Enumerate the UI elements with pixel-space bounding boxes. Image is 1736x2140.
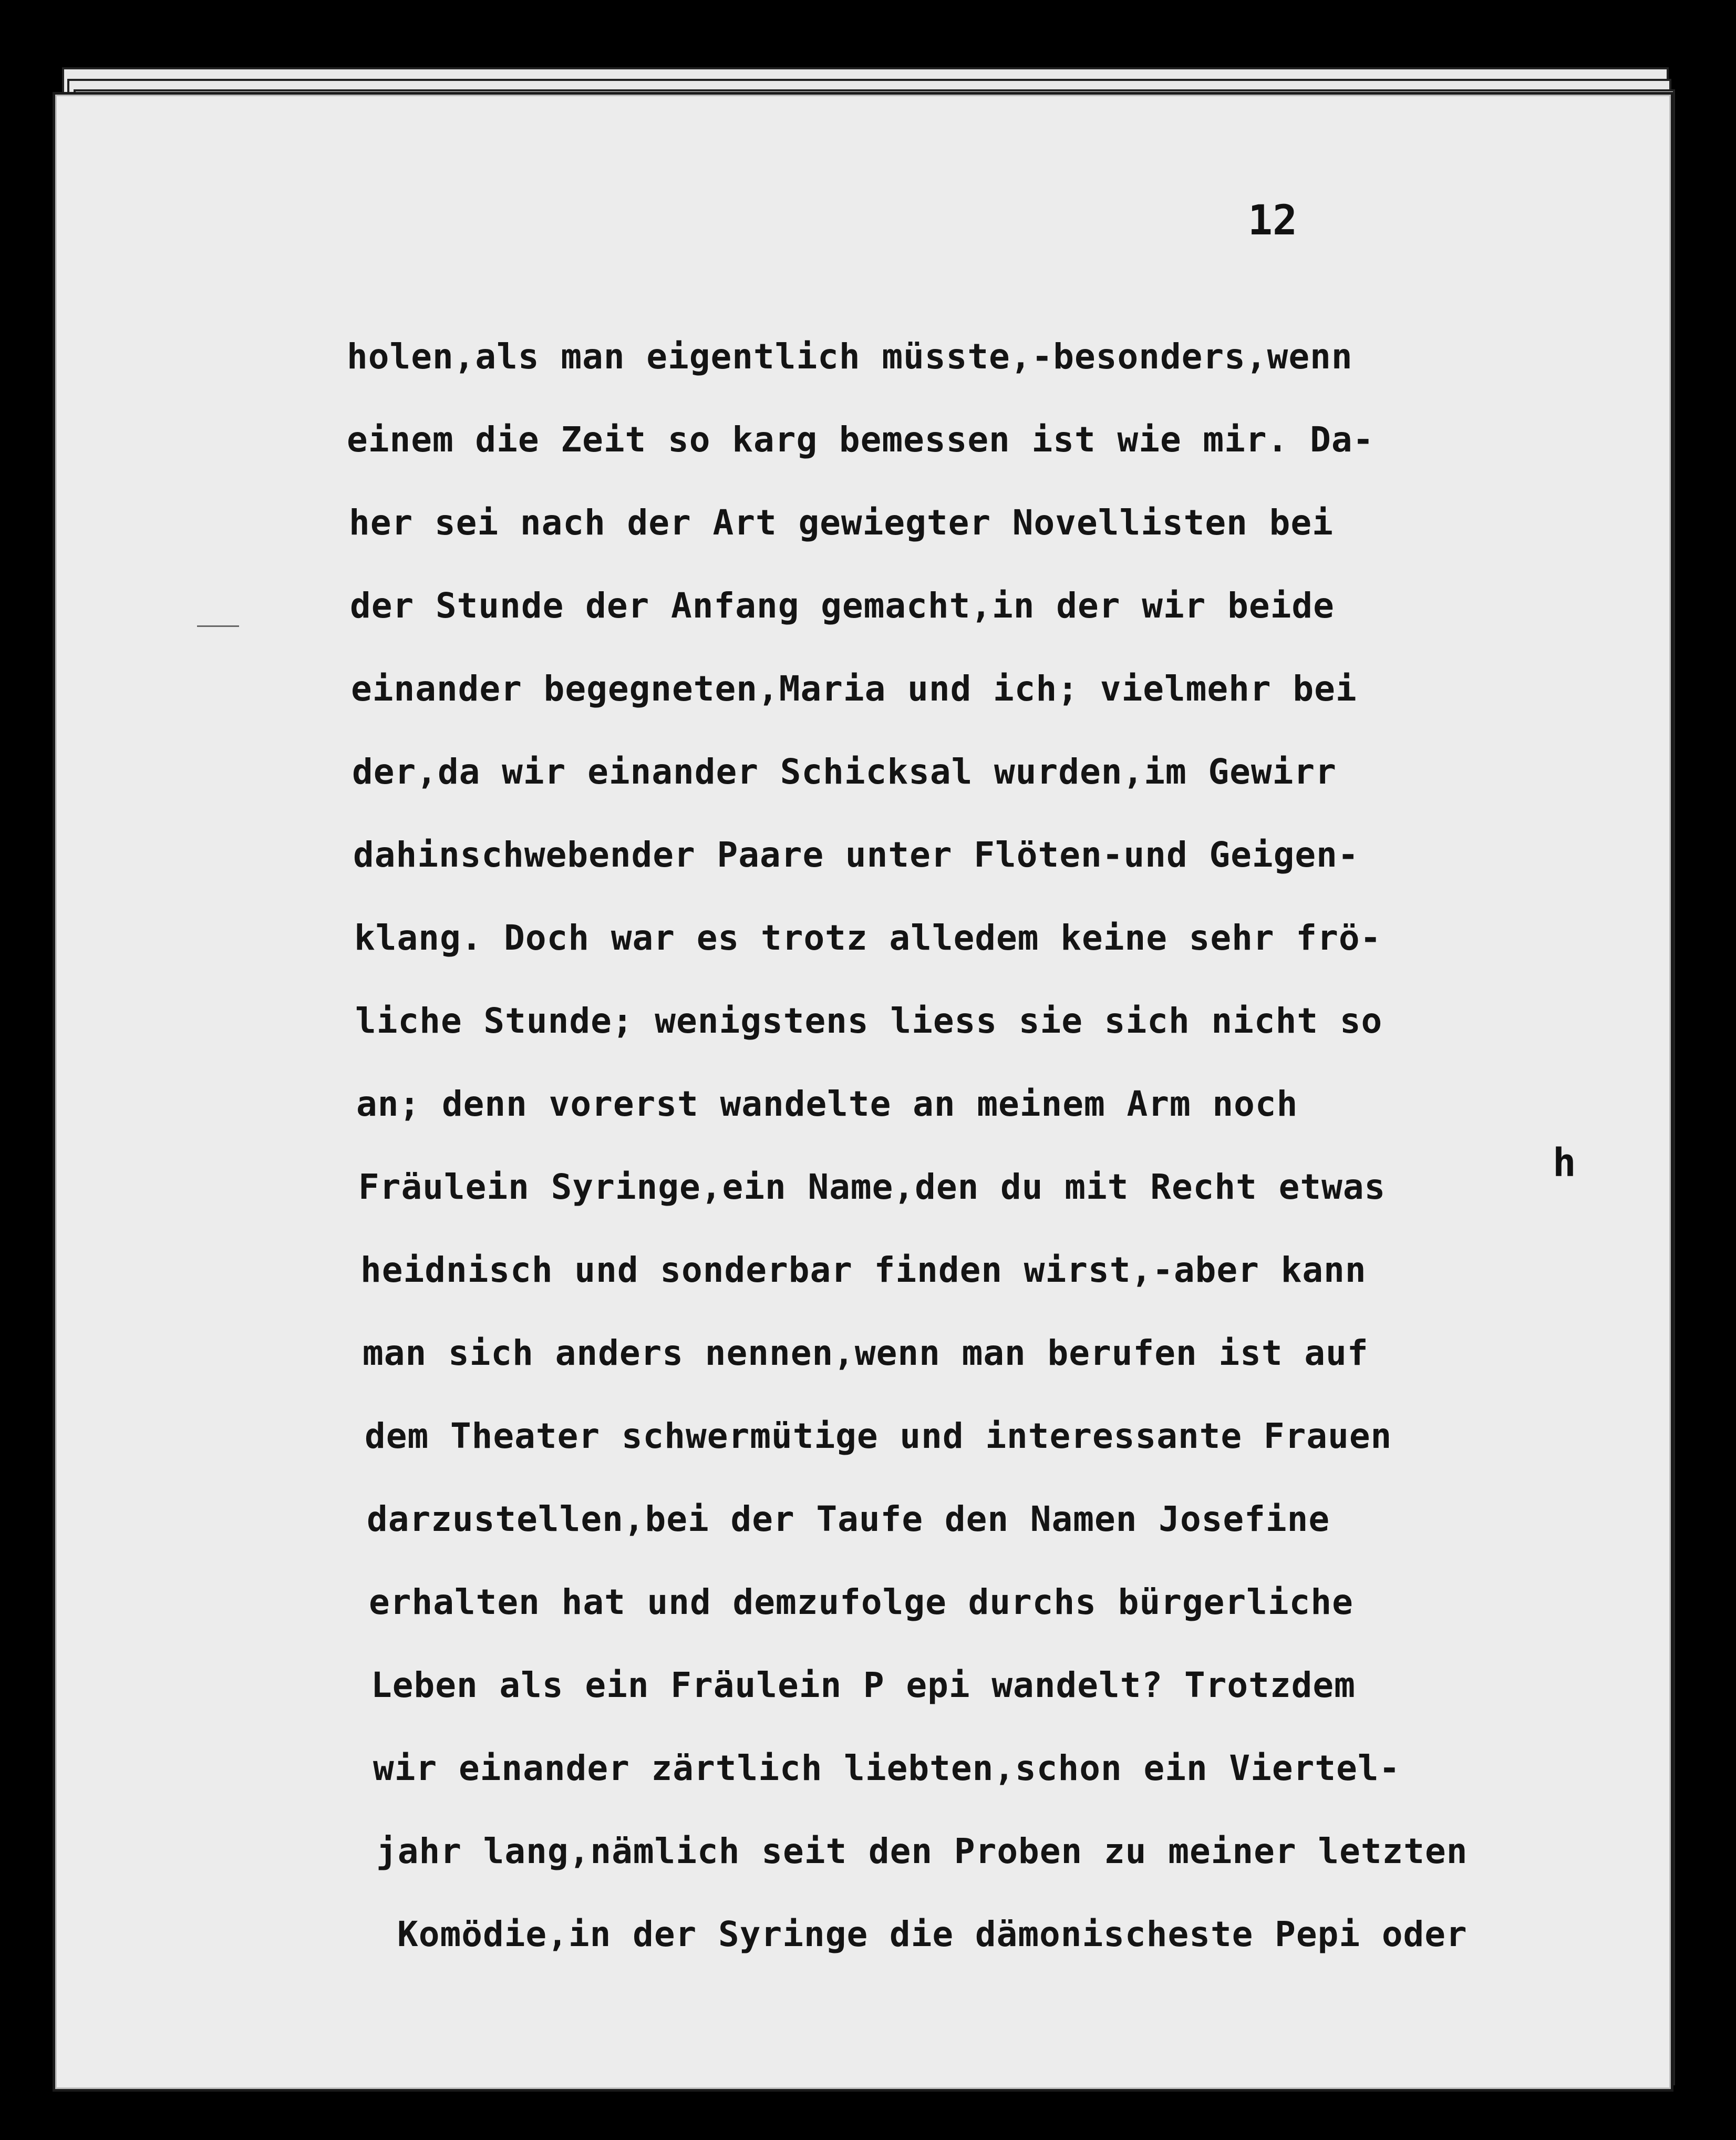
text-line: her sei nach der Art gewiegter Novellisten bei — [349, 502, 1334, 543]
text-line: klang. Doch war es trotz alledem keine sehr frö- — [354, 918, 1382, 958]
margin-tick — [197, 625, 239, 627]
text-line: der Stunde der Anfang gemacht,in der wir beide — [350, 585, 1335, 626]
text-line: Leben als ein Fräulein P epi wandelt? Trotzdem — [371, 1665, 1356, 1705]
typed-text-body — [347, 315, 1634, 1976]
text-line: dem Theater schwermütige und interessante Frauen — [365, 1416, 1392, 1456]
text-line: heidnisch und sonderbar finden wirst,-aber kann — [360, 1250, 1367, 1290]
text-line: darzustellen,bei der Taufe den Namen Josefine — [367, 1499, 1330, 1539]
text-line: an; denn vorerst wandelte an meinem Arm noch — [356, 1084, 1298, 1124]
page-number: 12 — [1248, 197, 1297, 244]
text-line: jahr lang,nämlich seit den Proben zu meiner letzten — [376, 1831, 1468, 1871]
text-line: einem die Zeit so karg bemessen ist wie mir. Da- — [347, 419, 1375, 460]
text-line: wir einander zärtlich liebten,schon ein Viertel- — [373, 1748, 1401, 1788]
text-line: liche Stunde; wenigstens liess sie sich nicht so — [355, 1001, 1383, 1041]
text-line: Fräulein Syringe,ein Name,den du mit Recht etwas — [358, 1167, 1386, 1207]
text-line: dahinschwebender Paare unter Flöten-und Geigen- — [353, 835, 1359, 875]
text-line: einander begegneten,Maria und ich; vielmehr bei — [351, 668, 1357, 709]
text-line: Komödie,in der Syringe die dämonischeste Pepi oder — [397, 1914, 1468, 1954]
margin-correction-mark: h — [1553, 1140, 1576, 1186]
text-line: der,da wir einander Schicksal wurden,im Gewirr — [352, 752, 1337, 792]
text-line: man sich anders nennen,wenn man berufen ist auf — [363, 1333, 1369, 1373]
text-line: erhalten hat und demzufolge durchs bürgerliche — [369, 1582, 1353, 1622]
text-line: holen,als man eigentlich müsste,-besonders,wenn — [347, 336, 1353, 377]
